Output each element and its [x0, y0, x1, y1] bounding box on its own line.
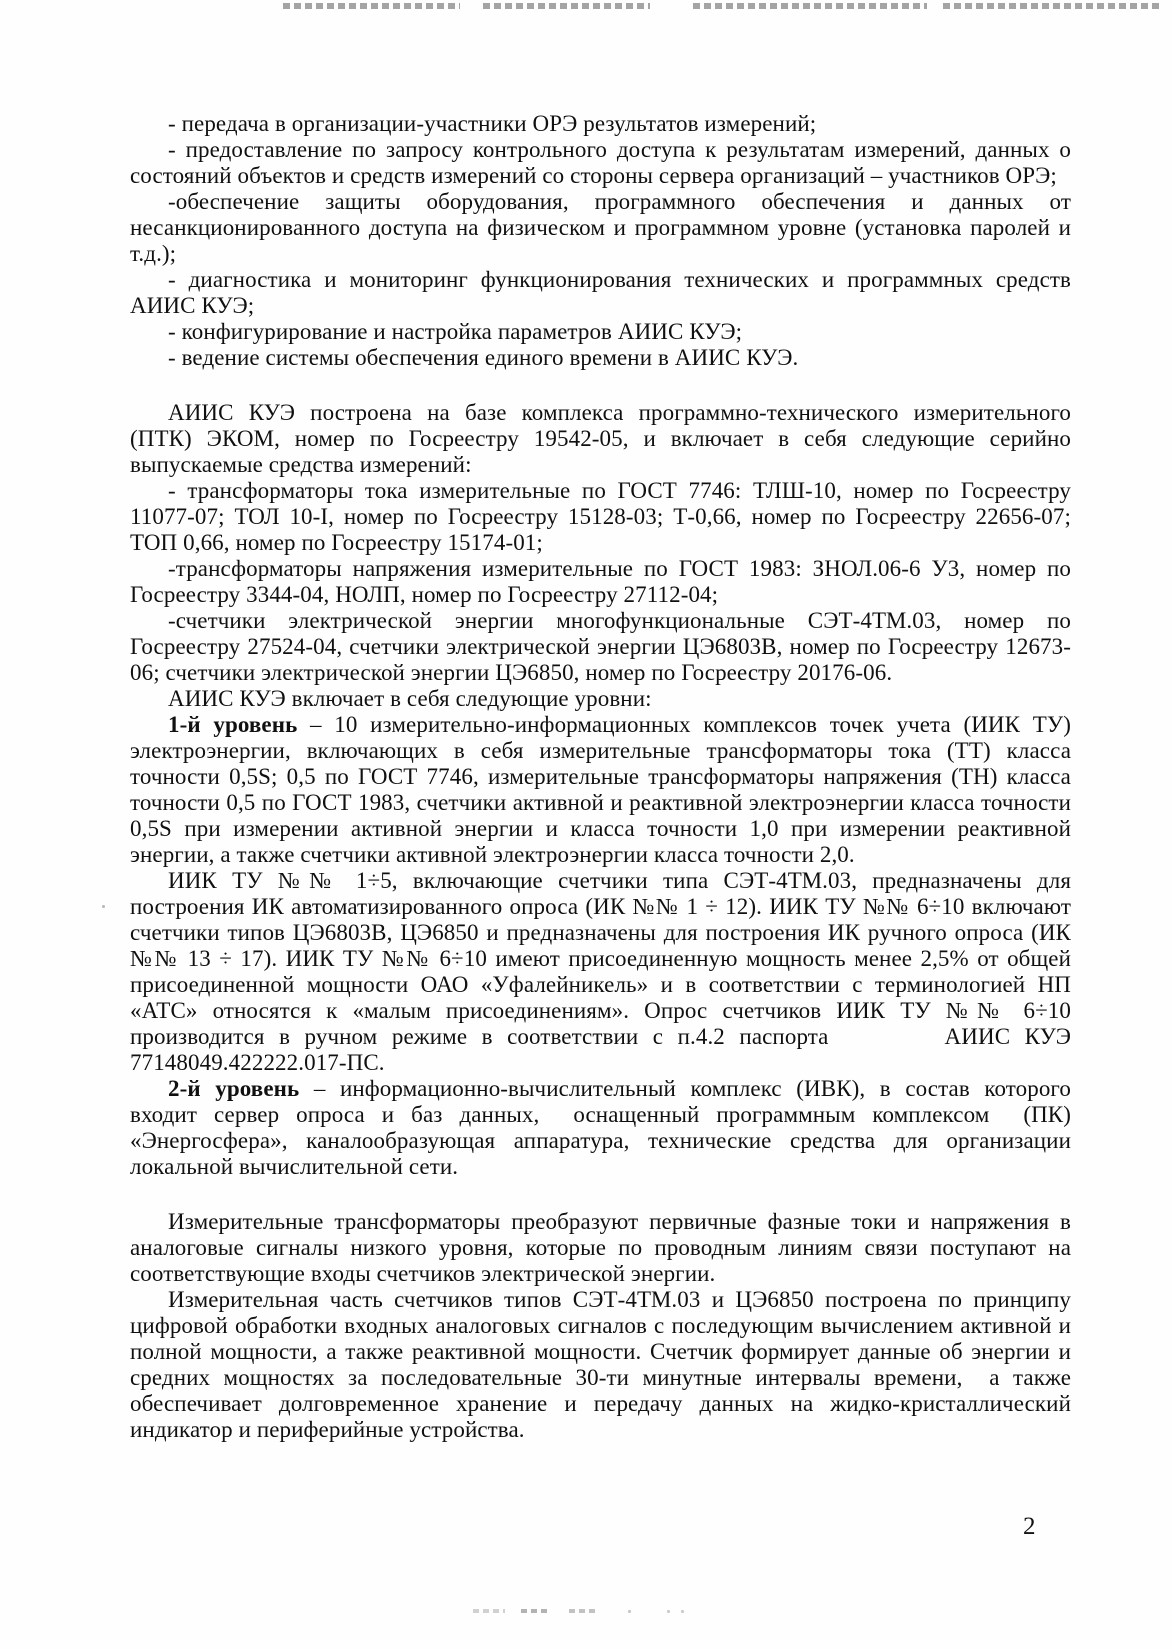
- paragraph-level-1: [130, 712, 1071, 868]
- document-body: [130, 111, 1071, 1443]
- bullet-text: - трансформаторы тока измерительные по ГОСТ 7746: ТЛШ-10, номер по Госреестру 11077-07; ТОЛ 10-I, номер по Госреестру 15128-03; Т-0,66, номер по Госреестру 22656-07; ТОП 0,66, номер по Госреестру 15174-01;: [130, 478, 1071, 555]
- scan-dash-segment: [943, 3, 1163, 9]
- paragraph: [130, 868, 1071, 1076]
- bullet-text: -счетчики электрической энергии многофункциональные СЭТ-4ТМ.03, номер по Госреестру 27524-04, счетчики электрической энергии ЦЭ6803В, номер по Госреестру 12673-06; счетчики электрической энергии ЦЭ6850, номер по Госреестру 20176-06.: [130, 608, 1071, 685]
- scan-dash-segment: [569, 1609, 598, 1613]
- paragraph-text: Измерительные трансформаторы преобразуют первичные фазные токи и напряжения в аналоговые сигналы низкого уровня, которые по проводным линиям связи поступают на соответствующие входы счетчиков электрической энергии.: [130, 1209, 1071, 1286]
- scan-speck: [102, 905, 105, 908]
- bullet-item: [130, 111, 1071, 137]
- bullet-text: -трансформаторы напряжения измерительные по ГОСТ 1983: ЗНОЛ.06-6 У3, номер по Госреестру 3344-04, НОЛП, номер по Госреестру 27112-04;: [130, 556, 1071, 607]
- scan-artifact-top-line: [0, 2, 1172, 10]
- paragraph-text: – информационно-вычислительный комплекс (ИВК), в состав которого входит сервер опроса и баз данных, оснащенный программным комплексом (ПК) «Энергосфера», каналообразующая аппаратура, технические средства для организации локальной вычислительной сети.: [130, 1076, 1071, 1179]
- paragraph-text: ИИК ТУ №№ 1÷5, включающие счетчики типа СЭТ-4ТМ.03, предназначены для построения ИК автоматизированного опроса (ИК №№ 1 ÷ 12). ИИК ТУ №№ 6÷10 включают счетчики типов ЦЭ6803В, ЦЭ6850 и предназначены для построения ИК ручного опроса (ИК №№ 13 ÷ 17). ИИК ТУ №№ 6÷10 имеют присоединенную мощность менее 2,5% от общей присоединенной мощности ОАО «Уфалейникель» и в соответствии с терминологией НП «АТС» относятся к «малым присоединениям». Опрос счетчиков ИИК ТУ №№ 6÷10 производится в ручном режиме в соответствии с п.4.2 паспорта АИИС КУЭ 77148049.422222.017-ПС.: [130, 868, 1071, 1075]
- scan-dash-segment: [521, 1609, 551, 1613]
- scan-dash-segment: [693, 3, 927, 9]
- bullet-item: [130, 189, 1071, 267]
- scan-speck: [667, 1610, 670, 1613]
- page-number: 2: [1023, 1513, 1036, 1540]
- scan-speck: [628, 1610, 631, 1613]
- bullet-item: [130, 137, 1071, 189]
- bullet-item: [130, 345, 1071, 371]
- level-1-label: 1-й уровень: [168, 712, 298, 737]
- paragraph-text: АИИС КУЭ построена на базе комплекса программно-технического измерительного (ПТК) ЭКОМ, номер по Госреестру 19542-05, и включает в себя следующие серийно выпускаемые средства измерений:: [130, 400, 1071, 477]
- bullet-item: [130, 267, 1071, 319]
- paragraph-text: Измерительная часть счетчиков типов СЭТ-4ТМ.03 и ЦЭ6850 построена по принципу цифровой обработки входных аналоговых сигналов с последующим вычислением активной и полной мощности, а также реактивной мощности. Счетчик формирует данные об энергии и средних мощностях за последовательные 30-ти минутные интервалы времени, а также обеспечивает долговременное хранение и передачу данных на жидко-кристаллический индикатор и периферийные устройства.: [130, 1287, 1071, 1442]
- bullet-item: [130, 608, 1071, 686]
- bullet-text: - ведение системы обеспечения единого времени в АИИС КУЭ.: [168, 345, 799, 370]
- bullet-text: - диагностика и мониторинг функционирования технических и программных средств АИИС КУЭ;: [130, 267, 1071, 318]
- scan-dash-segment: [473, 1609, 505, 1613]
- paragraph-text: – 10 измерительно-информационных комплексов точек учета (ИИК ТУ) электроэнергии, включающих в себя измерительные трансформаторы тока (ТТ) класса точности 0,5S; 0,5 по ГОСТ 7746, измерительные трансформаторы напряжения (ТН) класса точности 0,5 по ГОСТ 1983, счетчики активной и реактивной электроэнергии класса точности 0,5S при измерении активной энергии и класса точности 1,0 при измерении реактивной энергии, а также счетчики активной электроэнергии класса точности 2,0.: [130, 712, 1072, 867]
- scan-dash-segment: [483, 3, 650, 9]
- paragraph: [130, 1209, 1071, 1287]
- bullet-text: - предоставление по запросу контрольного доступа к результатам измерений, данных о состояний объектов и средств измерений со стороны сервера организаций – участников ОРЭ;: [130, 137, 1071, 188]
- paragraph: [130, 686, 1071, 712]
- bullet-item: [130, 478, 1071, 556]
- level-2-label: 2-й уровень: [168, 1076, 300, 1101]
- scan-dash-segment: [283, 3, 460, 9]
- bullet-text: - передача в организации-участники ОРЭ результатов измерений;: [168, 111, 817, 136]
- bullet-text: - конфигурирование и настройка параметров АИИС КУЭ;: [168, 319, 743, 344]
- paragraph: [130, 1287, 1071, 1443]
- bullet-text: -обеспечение защиты оборудования, программного обеспечения и данных от несанкционированного доступа на физическом и программном уровне (установка паролей и т.д.);: [130, 189, 1071, 266]
- bullet-item: [130, 319, 1071, 345]
- paragraph-level-2: [130, 1076, 1071, 1180]
- paragraph: [130, 400, 1071, 478]
- scan-speck: [681, 1610, 684, 1613]
- bullet-item: [130, 556, 1071, 608]
- paragraph-text: АИИС КУЭ включает в себя следующие уровни:: [168, 686, 652, 711]
